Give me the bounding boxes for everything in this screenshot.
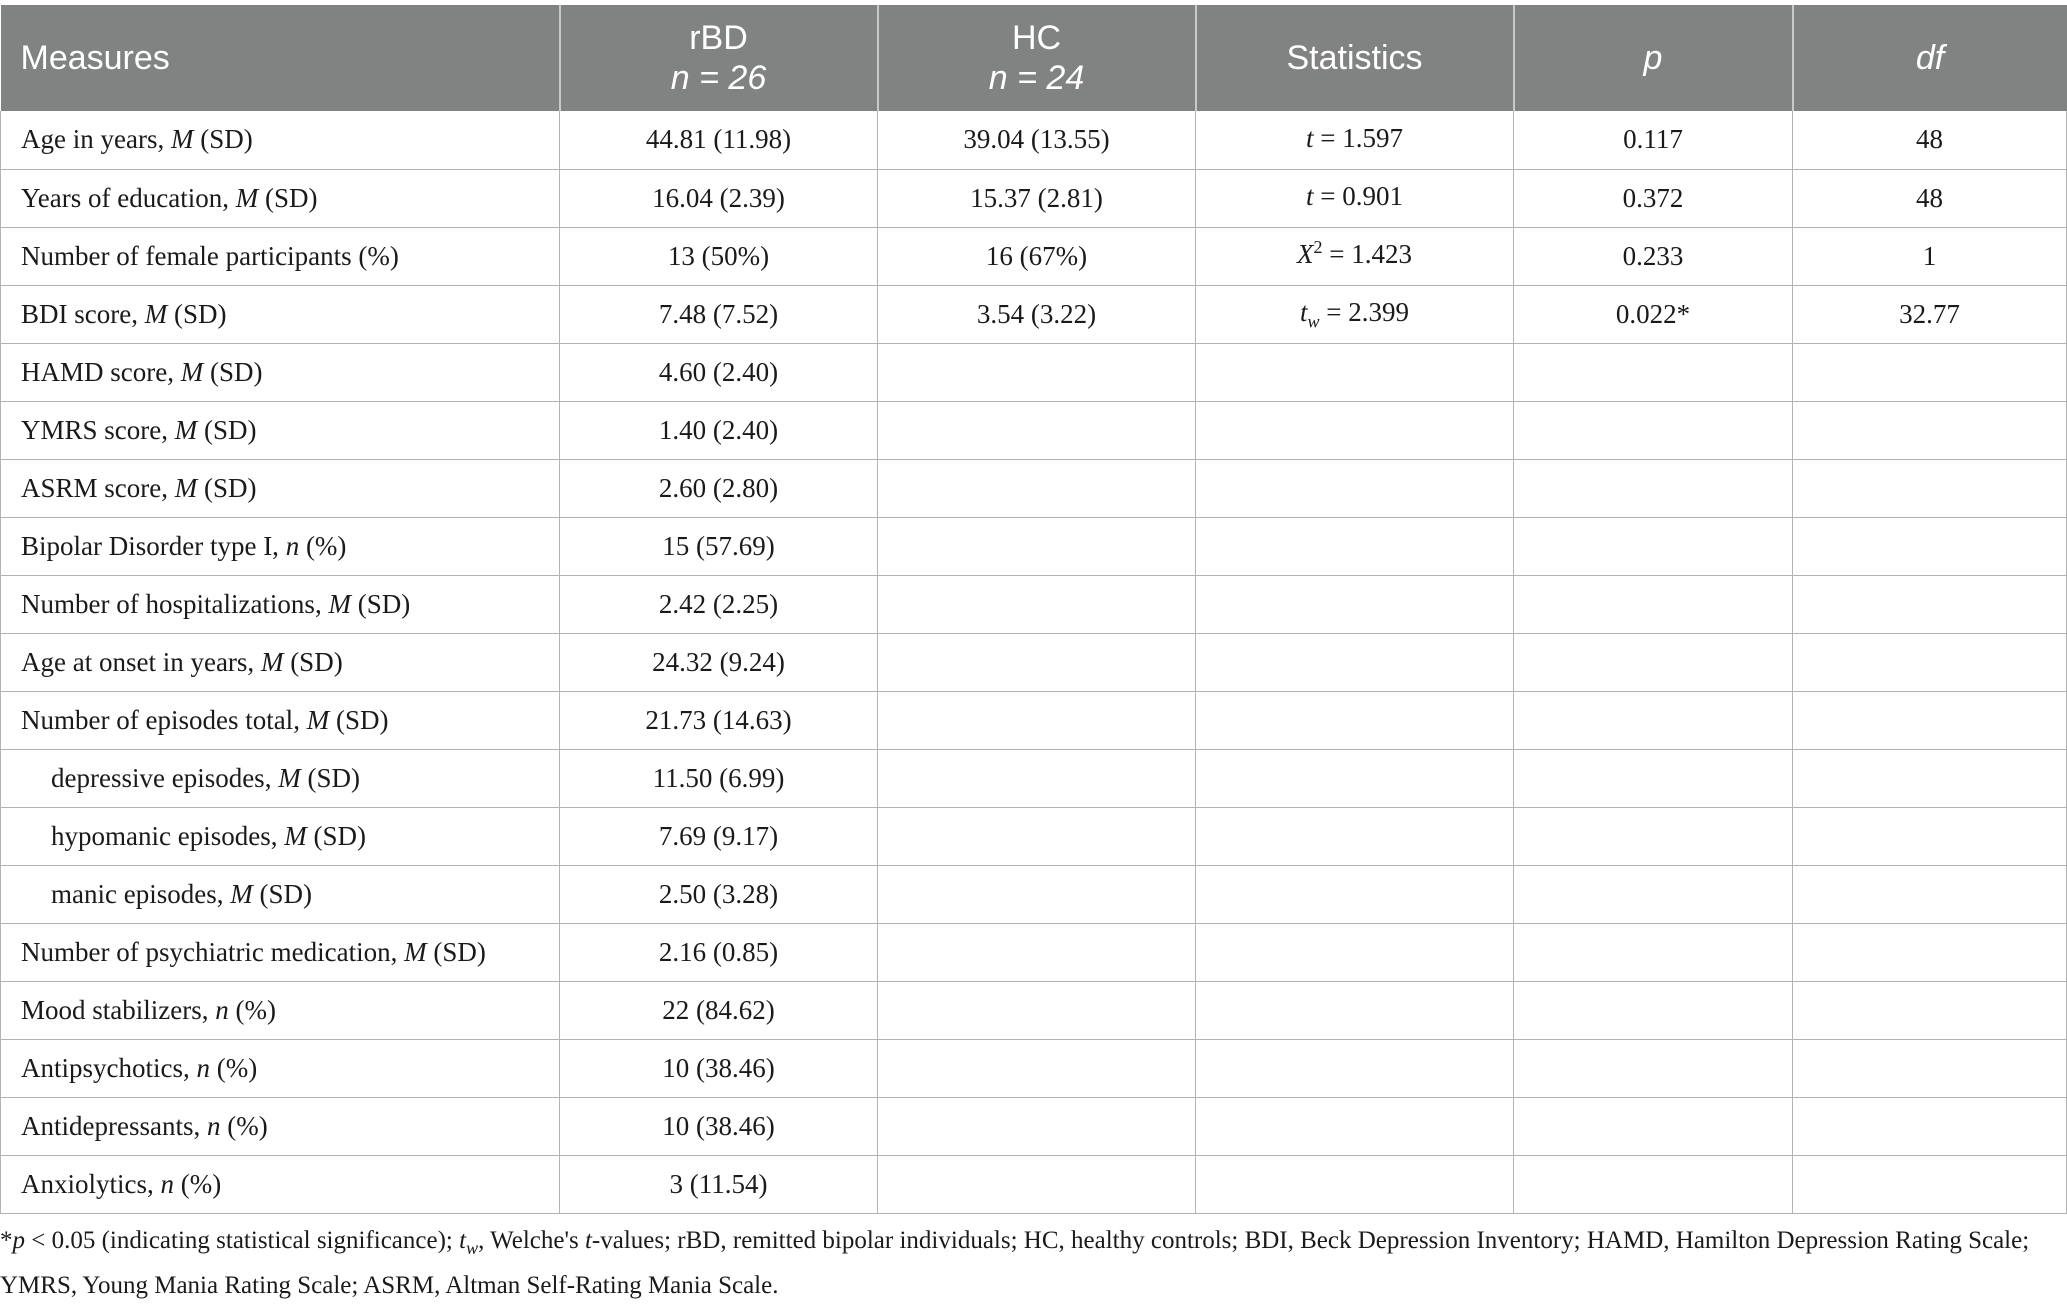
footnote-text-2: , Welche's: [478, 1227, 585, 1254]
cell-statistics: [1196, 1155, 1514, 1213]
cell-rbd: 7.48 (7.52): [560, 285, 878, 343]
table-row: [1, 517, 2067, 575]
cell-rbd: 2.16 (0.85): [560, 923, 878, 981]
measure-label-italic: M: [284, 820, 307, 851]
cell-hc: 16 (67%): [878, 227, 1196, 285]
header-rbd: [560, 5, 878, 111]
stat-symbol: t: [1299, 297, 1308, 328]
cell-statistics: [1196, 459, 1514, 517]
cell-measure: [1, 691, 560, 749]
measure-label-tail: (%): [210, 1052, 258, 1083]
measure-label-tail: (SD): [329, 704, 389, 735]
measure-label-italic: n: [285, 530, 300, 561]
footnote-star: *: [0, 1227, 13, 1254]
cell-measure: [1, 865, 560, 923]
cell-p: [1514, 401, 1793, 459]
header-rbd-n: n = 26: [670, 59, 767, 97]
measure-label: Age at onset in years,: [21, 646, 261, 677]
header-p: [1514, 5, 1793, 111]
cell-statistics: [1196, 923, 1514, 981]
measure-label-tail: (%): [228, 994, 276, 1025]
cell-statistics: [1196, 865, 1514, 923]
header-statistics: [1196, 5, 1514, 111]
stat-symbol: t: [1306, 123, 1314, 154]
measure-label: BDI score,: [21, 298, 145, 329]
table-row: [1, 865, 2067, 923]
cell-rbd: 7.69 (9.17): [560, 807, 878, 865]
header-hc-n: n = 24: [988, 59, 1085, 97]
measure-label-tail: (SD): [258, 182, 318, 213]
stat-symbol: X: [1297, 239, 1314, 270]
cell-rbd: 1.40 (2.40): [560, 401, 878, 459]
measure-label: Anxiolytics,: [21, 1168, 161, 1199]
measure-label-tail: (SD): [283, 646, 343, 677]
measure-label: Antidepressants,: [21, 1110, 207, 1141]
cell-p: [1514, 343, 1793, 401]
cell-rbd: 2.60 (2.80): [560, 459, 878, 517]
measure-label-italic: n: [215, 994, 229, 1025]
footnote-tw-subscript: w: [466, 1238, 479, 1258]
stat-symbol: t: [1306, 181, 1314, 212]
cell-rbd: 2.50 (3.28): [560, 865, 878, 923]
measure-label: Age in years,: [21, 124, 171, 155]
stat-superscript: 2: [1313, 237, 1323, 258]
measure-label-italic: n: [196, 1052, 210, 1083]
measure-label-tail: (SD): [426, 936, 486, 967]
cell-measure: [1, 1097, 560, 1155]
table-row: [1, 401, 2067, 459]
cell-df: [1793, 459, 2067, 517]
measure-label-italic: M: [328, 588, 351, 619]
footnote-t-symbol: t: [584, 1227, 592, 1254]
cell-statistics: [1196, 1097, 1514, 1155]
measure-label-tail: (SD): [350, 588, 411, 619]
table-row: [1, 749, 2067, 807]
table-row: [1, 111, 2067, 169]
measure-label-tail: (SD): [306, 820, 366, 851]
table-row: [1, 691, 2067, 749]
cell-rbd: 44.81 (11.98): [560, 111, 878, 169]
footnote-tw-symbol: t: [459, 1227, 467, 1254]
cell-p: [1514, 865, 1793, 923]
measure-label-italic: n: [206, 1110, 221, 1141]
cell-statistics: [1196, 807, 1514, 865]
cell-hc: [878, 1039, 1196, 1097]
cell-measure: [1, 111, 560, 169]
cell-measure: [1, 401, 560, 459]
cell-hc: [878, 865, 1196, 923]
header-rbd-label: rBD: [689, 19, 748, 57]
measure-label-tail: (SD): [193, 124, 253, 155]
table-body: [1, 111, 2067, 1213]
table-row: [1, 227, 2067, 285]
cell-p: [1514, 1097, 1793, 1155]
footnote-text-1: < 0.05 (indicating statistical significance);: [25, 1227, 460, 1254]
table-row: [1, 633, 2067, 691]
cell-rbd: 16.04 (2.39): [560, 169, 878, 227]
cell-statistics: [1196, 749, 1514, 807]
cell-statistics: [1196, 111, 1514, 169]
cell-df: 48: [1793, 169, 2067, 227]
cell-df: [1793, 343, 2067, 401]
measure-label: Mood stabilizers,: [21, 994, 216, 1025]
stat-value: = 1.597: [1313, 123, 1403, 154]
cell-hc: [878, 691, 1196, 749]
cell-hc: [878, 749, 1196, 807]
cell-measure: [1, 633, 560, 691]
cell-measure: [1, 459, 560, 517]
cell-p: 0.233: [1514, 227, 1793, 285]
measure-label-italic: M: [174, 414, 198, 445]
cell-rbd: 2.42 (2.25): [560, 575, 878, 633]
cell-rbd: 11.50 (6.99): [560, 749, 878, 807]
measure-label-tail: (SD): [167, 298, 227, 329]
measure-label: ASRM score,: [21, 472, 175, 503]
measure-label: Number of psychiatric medication,: [21, 936, 405, 967]
cell-measure: [1, 169, 560, 227]
header-row: [1, 5, 2067, 111]
measure-label-tail: (SD): [197, 414, 257, 445]
cell-df: [1793, 865, 2067, 923]
demographics-table: [0, 5, 2067, 1214]
header-df: [1793, 5, 2067, 111]
cell-measure: [1, 981, 560, 1039]
cell-measure: [1, 227, 560, 285]
table-row: [1, 343, 2067, 401]
measure-label-tail: (%): [174, 1168, 222, 1199]
measure-label: hypomanic episodes,: [51, 820, 285, 851]
measure-label-tail: (%): [299, 530, 347, 561]
stat-value: = 1.423: [1322, 239, 1412, 270]
cell-rbd: 22 (84.62): [560, 981, 878, 1039]
cell-measure: [1, 343, 560, 401]
cell-df: 32.77: [1793, 285, 2067, 343]
cell-measure: [1, 1155, 560, 1213]
cell-statistics: [1196, 401, 1514, 459]
measure-label: Number of female participants (%): [21, 240, 399, 271]
header-p-label: p: [1643, 39, 1663, 77]
measure-label-italic: M: [306, 704, 330, 735]
cell-hc: [878, 807, 1196, 865]
cell-p: [1514, 981, 1793, 1039]
header-hc: [878, 5, 1196, 111]
measure-label: YMRS score,: [21, 414, 175, 445]
cell-statistics: [1196, 517, 1514, 575]
measure-label: Years of education,: [21, 182, 236, 213]
cell-df: [1793, 923, 2067, 981]
table-row: [1, 1097, 2067, 1155]
measure-label-italic: M: [144, 298, 168, 329]
table-row: [1, 1039, 2067, 1097]
cell-hc: [878, 459, 1196, 517]
cell-df: 1: [1793, 227, 2067, 285]
measure-label: HAMD score,: [21, 356, 181, 387]
cell-df: [1793, 517, 2067, 575]
table-row: [1, 285, 2067, 343]
cell-p: 0.022*: [1514, 285, 1793, 343]
cell-rbd: 24.32 (9.24): [560, 633, 878, 691]
measure-label-italic: M: [170, 124, 194, 155]
cell-p: [1514, 807, 1793, 865]
cell-rbd: 10 (38.46): [560, 1039, 878, 1097]
table-row: [1, 807, 2067, 865]
measure-label: Number of hospitalizations,: [21, 588, 329, 619]
cell-hc: [878, 517, 1196, 575]
header-df-label: df: [1915, 39, 1945, 77]
cell-p: 0.372: [1514, 169, 1793, 227]
cell-statistics: [1196, 691, 1514, 749]
measure-label: manic episodes,: [51, 878, 231, 909]
stat-value: = 0.901: [1313, 181, 1403, 212]
header-measures: [1, 5, 560, 111]
cell-measure: [1, 285, 560, 343]
measure-label-italic: M: [235, 182, 259, 213]
table-footnote: [0, 1222, 2050, 1305]
cell-rbd: 15 (57.69): [560, 517, 878, 575]
table-row: [1, 923, 2067, 981]
measure-label-italic: M: [260, 646, 284, 677]
cell-df: [1793, 575, 2067, 633]
cell-hc: [878, 1097, 1196, 1155]
cell-statistics: [1196, 227, 1514, 285]
measure-label-italic: M: [404, 936, 427, 967]
cell-hc: [878, 401, 1196, 459]
table-row: [1, 981, 2067, 1039]
table-row: [1, 459, 2067, 517]
cell-df: [1793, 1039, 2067, 1097]
measure-label: Antipsychotics,: [21, 1052, 197, 1083]
measure-label-italic: n: [160, 1168, 174, 1199]
cell-hc: 15.37 (2.81): [878, 169, 1196, 227]
cell-p: [1514, 459, 1793, 517]
cell-statistics: [1196, 575, 1514, 633]
cell-hc: [878, 1155, 1196, 1213]
cell-hc: [878, 633, 1196, 691]
cell-hc: [878, 981, 1196, 1039]
cell-measure: [1, 517, 560, 575]
cell-p: [1514, 633, 1793, 691]
cell-p: [1514, 517, 1793, 575]
cell-df: [1793, 401, 2067, 459]
cell-df: [1793, 807, 2067, 865]
cell-p: [1514, 691, 1793, 749]
footnote-p-symbol: p: [12, 1227, 25, 1254]
table-header: [1, 5, 2067, 111]
cell-statistics: [1196, 343, 1514, 401]
header-statistics-label: Statistics: [1286, 39, 1423, 77]
measure-label-italic: M: [278, 762, 301, 793]
cell-statistics: [1196, 169, 1514, 227]
measure-label-tail: (SD): [300, 762, 360, 793]
cell-df: [1793, 749, 2067, 807]
table-row: [1, 169, 2067, 227]
cell-hc: [878, 923, 1196, 981]
measure-label-tail: (SD): [252, 878, 312, 909]
cell-p: [1514, 1155, 1793, 1213]
cell-hc: 39.04 (13.55): [878, 111, 1196, 169]
cell-df: [1793, 1097, 2067, 1155]
cell-rbd: 21.73 (14.63): [560, 691, 878, 749]
stat-subscript: w: [1307, 311, 1320, 332]
measure-label-italic: M: [174, 472, 198, 503]
cell-statistics: [1196, 633, 1514, 691]
cell-rbd: 3 (11.54): [560, 1155, 878, 1213]
table-row: [1, 1155, 2067, 1213]
measure-label-tail: (%): [220, 1110, 268, 1141]
measure-label-italic: M: [180, 356, 204, 387]
cell-statistics: [1196, 1039, 1514, 1097]
measure-label: Bipolar Disorder type I,: [21, 530, 286, 561]
measure-label: depressive episodes,: [51, 762, 279, 793]
cell-p: 0.117: [1514, 111, 1793, 169]
measure-label-italic: M: [230, 878, 253, 909]
cell-df: [1793, 633, 2067, 691]
cell-p: [1514, 575, 1793, 633]
measure-label-tail: (SD): [203, 356, 263, 387]
header-measures-label: Measures: [20, 39, 170, 77]
cell-rbd: 10 (38.46): [560, 1097, 878, 1155]
cell-measure: [1, 575, 560, 633]
cell-measure: [1, 749, 560, 807]
table-row: [1, 575, 2067, 633]
cell-statistics: [1196, 981, 1514, 1039]
cell-rbd: 13 (50%): [560, 227, 878, 285]
cell-hc: [878, 575, 1196, 633]
cell-p: [1514, 923, 1793, 981]
cell-df: 48: [1793, 111, 2067, 169]
cell-df: [1793, 1155, 2067, 1213]
cell-statistics: [1196, 285, 1514, 343]
cell-hc: 3.54 (3.22): [878, 285, 1196, 343]
cell-measure: [1, 1039, 560, 1097]
cell-p: [1514, 1039, 1793, 1097]
cell-hc: [878, 343, 1196, 401]
measure-label: Number of episodes total,: [21, 704, 307, 735]
stat-value: = 2.399: [1319, 297, 1409, 328]
measure-label-tail: (SD): [197, 472, 257, 503]
cell-p: [1514, 749, 1793, 807]
cell-measure: [1, 807, 560, 865]
cell-measure: [1, 923, 560, 981]
cell-rbd: 4.60 (2.40): [560, 343, 878, 401]
cell-df: [1793, 691, 2067, 749]
header-hc-label: HC: [1011, 19, 1062, 57]
cell-df: [1793, 981, 2067, 1039]
footnote-text-3: -values; rBD, remitted bipolar individuals; HC, healthy controls; BDI, Beck Depression Inventory; HAMD, Hamilton Depression Rating Scale; YMRS, Young Mania Rating Scale; ASRM, Altman Self-Rating Mania Scale.: [0, 1227, 2030, 1299]
